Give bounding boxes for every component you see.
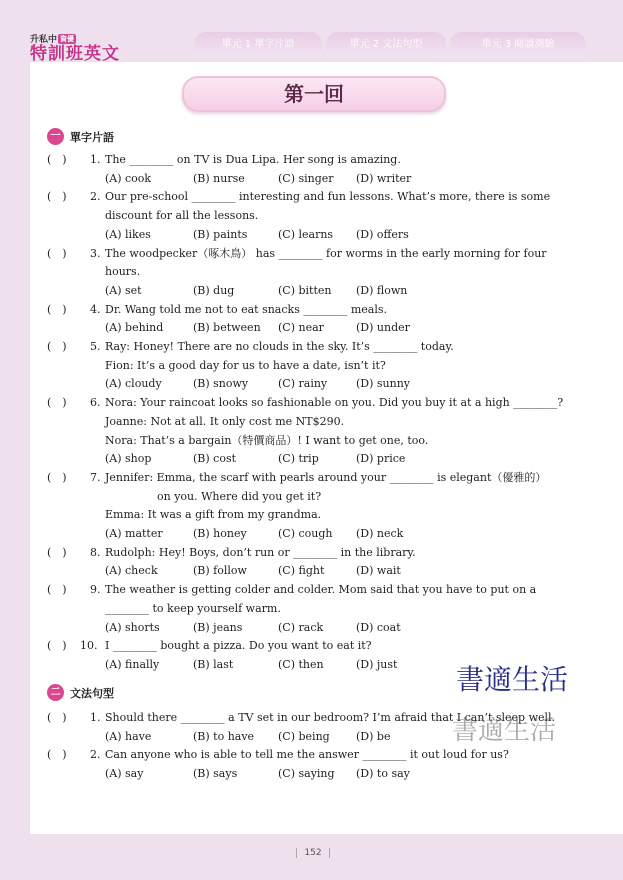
question-number: 7. — [90, 470, 101, 484]
answer-option: (B) snowy — [193, 377, 249, 391]
answer-blank[interactable]: ( ) — [47, 246, 67, 260]
answer-blank[interactable]: ( ) — [47, 190, 67, 204]
question-text: discount for all the lessons. — [105, 209, 259, 223]
question-number: 4. — [90, 302, 101, 316]
answer-option: (A) likes — [105, 227, 151, 241]
answer-option: (A) matter — [105, 527, 163, 540]
section-number-badge: 二 — [47, 684, 64, 701]
answer-option: (D) under — [356, 321, 410, 335]
answer-option: (D) offers — [356, 227, 409, 241]
question-text: Joanne: Not at all. It only cost me NT$290. — [105, 414, 345, 428]
brand-badge: 資優 — [60, 34, 75, 43]
answer-option: (B) jeans — [193, 620, 243, 634]
question-number: 5. — [90, 340, 101, 353]
brand-top-text: 升私中 — [30, 35, 58, 45]
answer-option: (C) being — [278, 729, 330, 743]
question-text: The woodpecker（啄木鳥） has ________ for worms in the early morning for four — [105, 246, 547, 260]
question-text: on you. Where did you get it? — [157, 489, 322, 503]
answer-option: (A) cook — [105, 171, 152, 185]
answer-blank[interactable]: ( ) — [47, 545, 67, 559]
question-text: Rudolph: Hey! Boys, don’t run or ________ in the library. — [105, 545, 416, 559]
section-header-vocab — [47, 128, 114, 145]
answer-option: (D) sunny — [356, 377, 411, 391]
footer-band — [0, 836, 623, 880]
question-text: I ________ bought a pizza. Do you want to eat it? — [105, 639, 372, 653]
answer-option: (C) rack — [278, 620, 324, 634]
answer-blank[interactable]: ( ) — [47, 748, 67, 762]
answer-option: (B) to have — [193, 729, 255, 743]
question-number: 1. — [90, 153, 101, 166]
section-number-badge: 一 — [47, 128, 64, 145]
answer-blank[interactable]: ( ) — [47, 711, 67, 724]
answer-option: (D) coat — [356, 620, 401, 634]
question-number: 1. — [90, 711, 101, 724]
answer-option: (D) just — [356, 657, 398, 671]
question-text: Dr. Wang told me not to eat snacks ________ meals. — [105, 302, 387, 316]
answer-option: (C) bitten — [278, 283, 332, 297]
answer-option: (B) last — [193, 657, 234, 671]
watermark-text: 書適生活 — [456, 663, 569, 696]
section-title: 單字片語 — [70, 130, 114, 144]
answer-option: (D) flown — [356, 283, 408, 297]
answer-option: (C) then — [278, 657, 324, 671]
answer-option: (D) be — [356, 729, 391, 743]
tab-unit-2[interactable]: 單元 2 文法句型 — [326, 32, 446, 58]
answer-option: (C) rainy — [278, 377, 328, 391]
answer-option: (B) nurse — [193, 171, 245, 185]
answer-option: (D) to say — [356, 767, 410, 781]
tab-unit-1[interactable]: 單元 1 單字片語 — [194, 32, 322, 58]
brand-logo — [30, 32, 120, 63]
answer-option: (C) trip — [278, 452, 319, 466]
question-text: The weather is getting colder and colder. Mom said that you have to put on a — [105, 583, 537, 597]
question-text: Can anyone who is able to tell me the answer ________ it out loud for us? — [105, 748, 509, 762]
unit-tabs — [194, 32, 590, 58]
tab-unit-3[interactable]: 單元 3 閱讀測驗 — [450, 32, 586, 58]
brand-main-text: 特訓班 — [30, 44, 84, 64]
answer-option: (A) finally — [105, 657, 160, 671]
answer-option: (A) check — [105, 564, 158, 578]
question-number: 3. — [90, 246, 101, 260]
answer-option: (A) have — [105, 729, 152, 743]
answer-option: (A) shorts — [105, 620, 160, 634]
question-number: 2. — [90, 748, 101, 762]
question-text: Should there ________ a TV set in our bedroom? I’m afraid that I can’t sleep well. — [105, 711, 556, 724]
brand-subject: 英文 — [84, 44, 120, 64]
question-text: Our pre-school ________ interesting and fun lessons. What’s more, there is some — [105, 190, 551, 204]
question-text: ________ to keep yourself warm. — [105, 601, 281, 615]
page-title: 第一回 — [182, 76, 446, 112]
answer-option: (B) between — [193, 321, 261, 335]
answer-blank[interactable]: ( ) — [47, 153, 67, 166]
section-header-grammar — [47, 684, 114, 701]
answer-option: (D) wait — [356, 564, 401, 578]
question-text: hours. — [105, 265, 141, 279]
question-text: Fion: It’s a good day for us to have a date, isn’t it? — [105, 358, 386, 372]
answer-option: (B) follow — [193, 564, 247, 578]
watermark-text-faded: 書適生活 — [452, 716, 557, 746]
answer-blank[interactable]: ( ) — [47, 583, 67, 597]
answer-blank[interactable]: ( ) — [47, 302, 67, 316]
question-number: 6. — [90, 396, 101, 410]
answer-option: (C) saying — [278, 767, 335, 781]
answer-blank[interactable]: ( ) — [47, 340, 67, 353]
answer-option: (D) writer — [356, 171, 412, 185]
answer-blank[interactable]: ( ) — [47, 396, 67, 410]
answer-option: (C) fight — [278, 564, 325, 578]
answer-option: (B) cost — [193, 452, 237, 466]
answer-option: (C) cough — [278, 527, 333, 540]
answer-option: (A) set — [105, 283, 142, 297]
answer-option: (A) say — [105, 767, 144, 781]
question-text: Jennifer: Emma, the scarf with pearls around your ________ is elegant（優雅的） — [105, 470, 547, 484]
question-number: 9. — [90, 583, 101, 597]
answer-option: (A) cloudy — [105, 377, 162, 391]
answer-option: (D) neck — [356, 527, 404, 540]
question-text: Nora: Your raincoat looks so fashionable on you. Did you buy it at a high ________? — [105, 396, 564, 410]
question-text: The ________ on TV is Dua Lipa. Her song is amazing. — [105, 153, 401, 166]
question-text: Nora: That’s a bargain（特價商品）! I want to get one, too. — [105, 433, 429, 447]
question-text: Emma: It was a gift from my grandma. — [105, 508, 322, 522]
answer-option: (C) learns — [278, 227, 334, 241]
answer-option: (A) behind — [105, 321, 164, 335]
answer-option: (D) price — [356, 452, 406, 466]
answer-option: (B) says — [193, 767, 238, 781]
section-title: 文法句型 — [70, 686, 114, 700]
answer-option: (B) honey — [193, 527, 247, 540]
question-number: 2. — [90, 190, 101, 204]
answer-option: (B) dug — [193, 283, 235, 297]
answer-option: (A) shop — [105, 452, 152, 466]
question-text: Ray: Honey! There are no clouds in the sky. It’s ________ today. — [105, 340, 454, 353]
question-number: 10. — [80, 639, 98, 653]
answer-blank[interactable]: ( ) — [47, 639, 67, 653]
answer-option: (C) singer — [278, 171, 334, 185]
question-number: 8. — [90, 545, 101, 559]
answer-option: (B) paints — [193, 227, 248, 241]
answer-blank[interactable]: ( ) — [47, 470, 67, 484]
page-number: 152 — [296, 848, 330, 858]
answer-option: (C) near — [278, 321, 324, 335]
